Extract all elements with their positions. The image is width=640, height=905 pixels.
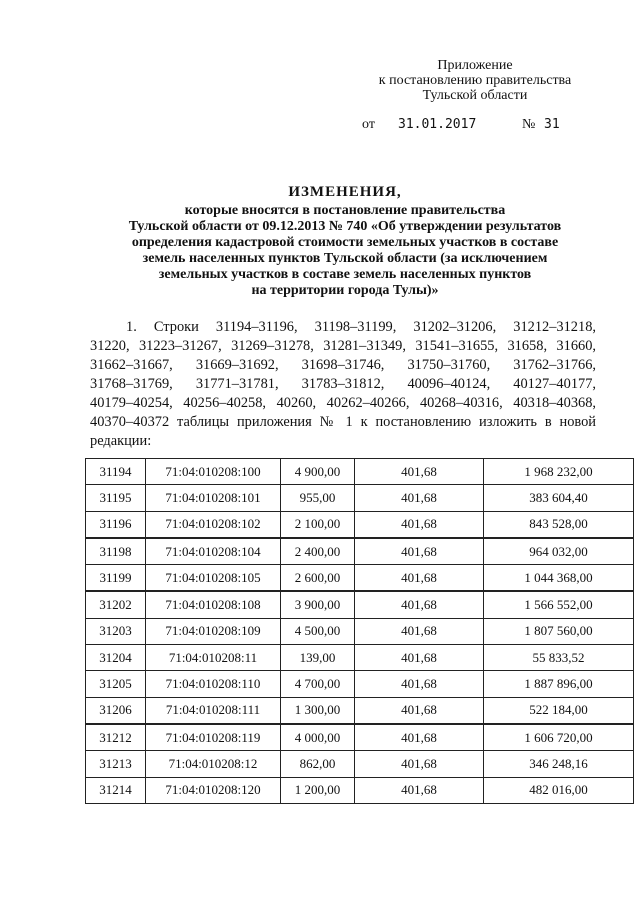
paragraph-line: 31768–31769, 31771–31781, 31783–31812, 40096–40124, 40127–40177,	[90, 376, 596, 392]
rate-cell: 401,68	[355, 777, 484, 803]
row-number-cell: 31203	[86, 618, 146, 644]
cadastral-value-cell: 964 032,00	[484, 538, 634, 565]
row-number-cell: 31212	[86, 724, 146, 751]
title-line: определения кадастровой стоимости земельных участков в составе	[131, 235, 559, 250]
cadastral-value-cell: 383 604,40	[484, 485, 634, 511]
title-line: земель населенных пунктов Тульской области (за исключением	[142, 251, 548, 266]
rate-cell: 401,68	[355, 751, 484, 777]
table-row	[86, 697, 634, 724]
table-row	[86, 777, 634, 803]
area-cell: 2 100,00	[281, 511, 355, 538]
cadastral-value-cell: 1 044 368,00	[484, 565, 634, 592]
rate-cell: 401,68	[355, 511, 484, 538]
paragraph-line: 40179–40254, 40256–40258, 40260, 40262–40266, 40268–40316, 40318–40368,	[90, 395, 596, 411]
table-row	[86, 751, 634, 777]
area-cell: 1 300,00	[281, 697, 355, 724]
area-cell: 1 200,00	[281, 777, 355, 803]
title-block	[90, 184, 600, 299]
rate-cell: 401,68	[355, 591, 484, 618]
table-row	[86, 459, 634, 485]
cadastral-value-cell: 346 248,16	[484, 751, 634, 777]
page-title: ИЗМЕНЕНИЯ,	[288, 184, 402, 200]
title-line: которые вносятся в постановление правительства	[184, 203, 506, 218]
cadastral-value-cell: 482 016,00	[484, 777, 634, 803]
cadastral-number-cell: 71:04:010208:109	[146, 618, 281, 644]
area-cell: 4 500,00	[281, 618, 355, 644]
area-cell: 139,00	[281, 645, 355, 671]
body-paragraph	[90, 318, 596, 451]
cadastral-number-cell: 71:04:010208:104	[146, 538, 281, 565]
cadastral-number-cell: 71:04:010208:12	[146, 751, 281, 777]
cadastral-value-cell: 1 566 552,00	[484, 591, 634, 618]
row-number-cell: 31206	[86, 697, 146, 724]
appendix-line: к постановлению правительства	[378, 73, 572, 88]
row-number-cell: 31214	[86, 777, 146, 803]
cadastral-number-cell: 71:04:010208:108	[146, 591, 281, 618]
rate-cell: 401,68	[355, 671, 484, 697]
table-row	[86, 645, 634, 671]
document-number: 31	[544, 117, 560, 132]
appendix-line: Приложение	[437, 58, 513, 73]
rate-cell: 401,68	[355, 459, 484, 485]
cadastral-value-cell: 1 887 896,00	[484, 671, 634, 697]
table-row	[86, 724, 634, 751]
table-body	[86, 459, 634, 804]
title-line: Тульской области от 09.12.2013 № 740 «Об утверждении результатов	[128, 219, 562, 234]
paragraph-line: 31220, 31223–31267, 31269–31278, 31281–31349, 31541–31655, 31658, 31660,	[90, 338, 596, 354]
row-number-cell: 31204	[86, 645, 146, 671]
cadastral-number-cell: 71:04:010208:100	[146, 459, 281, 485]
cadastral-value-cell: 1 968 232,00	[484, 459, 634, 485]
table-row	[86, 485, 634, 511]
rate-cell: 401,68	[355, 565, 484, 592]
title-line: земельных участков в составе земель населенных пунктов	[158, 267, 532, 282]
table-row	[86, 671, 634, 697]
appendix-header	[360, 58, 590, 103]
paragraph-line: редакции:	[90, 433, 152, 449]
area-cell: 2 400,00	[281, 538, 355, 565]
rate-cell: 401,68	[355, 697, 484, 724]
area-cell: 4 000,00	[281, 724, 355, 751]
area-cell: 4 900,00	[281, 459, 355, 485]
paragraph-line: 40370–40372 таблицы приложения № 1 к постановлению изложить в новой	[90, 414, 596, 430]
row-number-cell: 31198	[86, 538, 146, 565]
cadastral-number-cell: 71:04:010208:101	[146, 485, 281, 511]
cadastral-value-cell: 1 807 560,00	[484, 618, 634, 644]
table-row	[86, 591, 634, 618]
cadastral-value-cell: 843 528,00	[484, 511, 634, 538]
cadastral-number-cell: 71:04:010208:111	[146, 697, 281, 724]
rate-cell: 401,68	[355, 538, 484, 565]
cadastral-value-cell: 1 606 720,00	[484, 724, 634, 751]
number-label: №	[522, 117, 536, 132]
row-number-cell: 31195	[86, 485, 146, 511]
title-line: на территории города Тулы)»	[251, 283, 439, 298]
row-number-cell: 31205	[86, 671, 146, 697]
cadastral-number-cell: 71:04:010208:11	[146, 645, 281, 671]
cadastral-value-cell: 522 184,00	[484, 697, 634, 724]
cadastral-table	[85, 458, 634, 804]
cadastral-number-cell: 71:04:010208:105	[146, 565, 281, 592]
cadastral-number-cell: 71:04:010208:102	[146, 511, 281, 538]
appendix-line: Тульской области	[422, 88, 528, 103]
date-label: от	[362, 117, 375, 132]
row-number-cell: 31213	[86, 751, 146, 777]
row-number-cell: 31199	[86, 565, 146, 592]
area-cell: 4 700,00	[281, 671, 355, 697]
area-cell: 2 600,00	[281, 565, 355, 592]
table-row	[86, 538, 634, 565]
rate-cell: 401,68	[355, 724, 484, 751]
rate-cell: 401,68	[355, 485, 484, 511]
cadastral-number-cell: 71:04:010208:120	[146, 777, 281, 803]
area-cell: 3 900,00	[281, 591, 355, 618]
rate-cell: 401,68	[355, 645, 484, 671]
paragraph-line: 31662–31667, 31669–31692, 31698–31746, 31750–31760, 31762–31766,	[90, 357, 596, 373]
row-number-cell: 31196	[86, 511, 146, 538]
row-number-cell: 31194	[86, 459, 146, 485]
table-row	[86, 618, 634, 644]
area-cell: 862,00	[281, 751, 355, 777]
area-cell: 955,00	[281, 485, 355, 511]
rate-cell: 401,68	[355, 618, 484, 644]
cadastral-number-cell: 71:04:010208:119	[146, 724, 281, 751]
row-number-cell: 31202	[86, 591, 146, 618]
document-date: 31.01.2017	[398, 117, 477, 132]
cadastral-value-cell: 55 833,52	[484, 645, 634, 671]
table-row	[86, 511, 634, 538]
paragraph-line: 1. Строки 31194–31196, 31198–31199, 31202–31206, 31212–31218,	[126, 319, 596, 335]
table-row	[86, 565, 634, 592]
cadastral-number-cell: 71:04:010208:110	[146, 671, 281, 697]
